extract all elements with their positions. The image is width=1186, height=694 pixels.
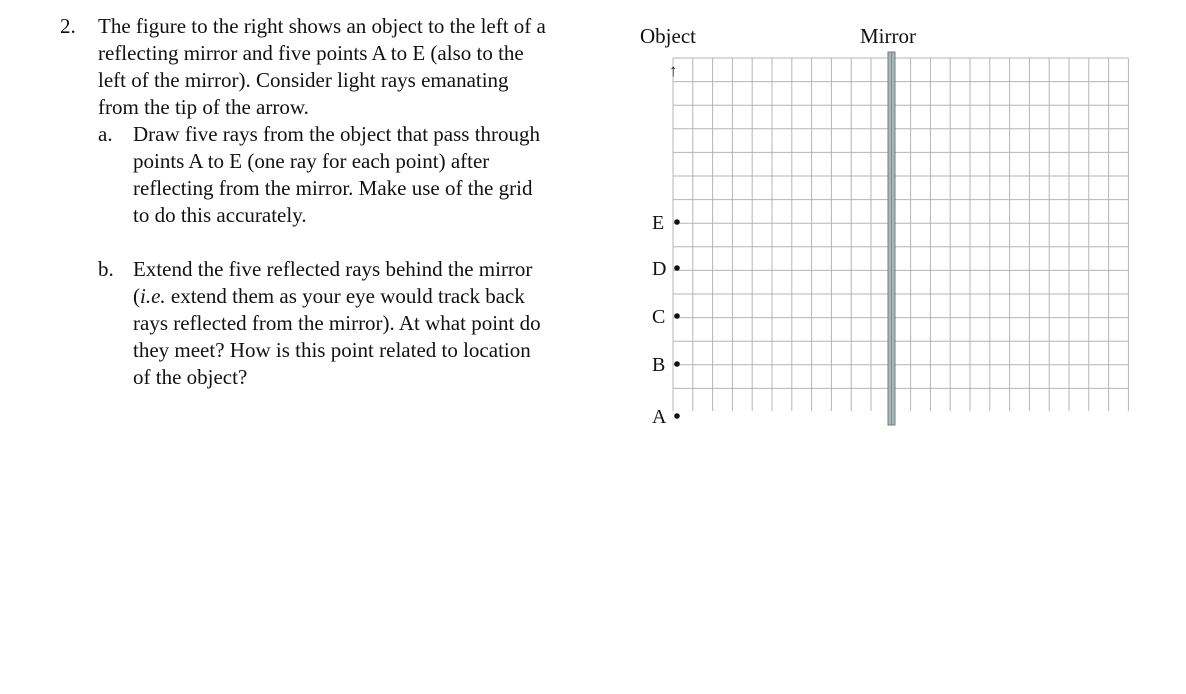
points (652, 212, 680, 428)
grid (673, 58, 1128, 411)
part-b-line: Extend the five reflected rays behind the mirror (133, 257, 533, 281)
point-dot-d (674, 265, 680, 271)
part-a-line: reflecting from the mirror. Make use of the grid (133, 176, 533, 200)
intro-line: from the tip of the arrow. (98, 95, 309, 119)
part-a-line: Draw five rays from the object that pass through (133, 122, 541, 146)
part-b-line: of the object? (133, 365, 248, 389)
part-b-line: they meet? How is this point related to location (133, 338, 531, 362)
point-dot-e (674, 219, 680, 225)
question-intro (98, 13, 618, 121)
object-label: Object (640, 24, 696, 48)
point-dot-a (674, 413, 680, 419)
intro-line: reflecting mirror and five points A to E (also to the (98, 41, 524, 65)
part-b-line: rays reflected from the mirror). At what point do (133, 311, 541, 335)
part-a-line: to do this accurately. (133, 203, 307, 227)
mirror-figure (620, 0, 1160, 450)
question-number: 2. (60, 14, 76, 38)
point-label-d: D (652, 258, 667, 280)
part-b-label: b. (98, 257, 114, 281)
point-label-a: A (652, 406, 667, 428)
point-label-e: E (652, 212, 665, 234)
intro-line: left of the mirror). Consider light rays emanating (98, 68, 509, 92)
mirror-label: Mirror (860, 24, 916, 48)
part-a-text (133, 121, 613, 229)
point-dot-c (674, 313, 680, 319)
part-b-line: (i.e. extend them as your eye would track back (133, 284, 525, 308)
point-dot-b (674, 361, 680, 367)
intro-line: The figure to the right shows an object to the left of a (98, 14, 546, 38)
part-a-line: points A to E (one ray for each point) after (133, 149, 490, 173)
object-arrow-icon: ↑ (669, 61, 678, 80)
part-a-label: a. (98, 122, 113, 146)
part-b-text (133, 256, 613, 391)
point-label-c: C (652, 306, 666, 328)
point-label-b: B (652, 354, 666, 376)
